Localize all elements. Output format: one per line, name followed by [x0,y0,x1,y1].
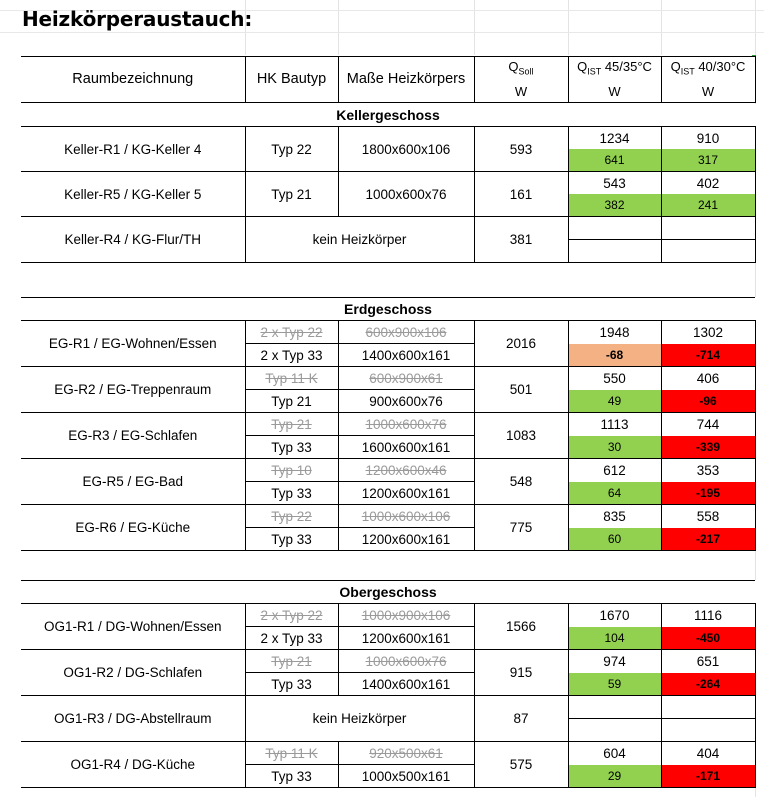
old-radiator-dims: 1000x600x106 [338,505,474,528]
old-radiator-type: Typ 11 K [245,367,338,390]
q-soll-value: 775 [474,505,568,551]
old-radiator-dims: 1000x600x76 [338,650,474,673]
room-name: OG1-R4 / DG-Küche [21,742,245,788]
sheet-gridline [568,0,569,55]
diff-45-value: 30 [568,436,661,459]
sheet-gridline [661,0,662,55]
sheet-gridline [474,0,475,55]
diff-40-value [661,719,755,742]
q-soll-value: 593 [474,127,568,172]
q-ist-40-value: 1116 [661,604,755,627]
q-ist-40-value: 744 [661,413,755,436]
header-q-ist-45: $Q_{IST}$ 45/35°C W [568,57,661,103]
radiator-type: 2 x Typ 33 [245,627,338,650]
q-soll-value: 548 [474,459,568,505]
q-ist-45-value [568,217,661,240]
diff-40-value: 241 [661,194,755,217]
room-name: Keller-R1 / KG-Keller 4 [21,127,245,172]
q-ist-45-value: 550 [568,367,661,390]
old-radiator-type: Typ 10 [245,459,338,482]
q-ist-40-value: 402 [661,172,755,195]
diff-40-value: -450 [661,627,755,650]
room-name: EG-R3 / EG-Schlafen [21,413,245,459]
page-title: Heizkörperaustauch: [22,7,253,31]
header-table [21,56,756,103]
radiator-type: 2 x Typ 33 [245,344,338,367]
radiator-dims: 1200x600x161 [338,482,474,505]
q-ist-40-value [661,696,755,719]
section-kellergeschoss [21,104,756,263]
diff-40-value: -195 [661,482,755,505]
diff-45-value: 29 [568,765,661,788]
q-ist-45-value: 1234 [568,127,661,150]
room-name: EG-R1 / EG-Wohnen/Essen [21,321,245,367]
radiator-dims: 1800x600x106 [338,127,474,172]
old-radiator-type: Typ 11 K [245,742,338,765]
diff-40-value: -714 [661,344,755,367]
q-ist-40-value: 353 [661,459,755,482]
q-ist-45-value [568,696,661,719]
radiator-dims: 1200x600x161 [338,627,474,650]
q-ist-45-value: 974 [568,650,661,673]
q-soll-value: 915 [474,650,568,696]
diff-40-value [661,240,755,263]
diff-45-value: 64 [568,482,661,505]
q-ist-40-value: 651 [661,650,755,673]
q-ist-45-value: 543 [568,172,661,195]
q-ist-45-value: 612 [568,459,661,482]
diff-40-value: -96 [661,390,755,413]
header-type: HK Bautyp [245,57,338,103]
old-radiator-type: Typ 21 [245,650,338,673]
section-heading: Erdgeschoss [21,298,755,321]
sheet-gridline [0,32,764,33]
diff-40-value: -264 [661,673,755,696]
section-heading: Obergeschoss [21,581,755,604]
header-dims: Maße Heizkörpers [338,57,474,103]
old-radiator-dims: 1000x600x76 [338,413,474,436]
old-radiator-dims: 920x500x61 [338,742,474,765]
room-name: EG-R6 / EG-Küche [21,505,245,551]
no-radiator-label: kein Heizkörper [245,696,474,742]
diff-45-value: 104 [568,627,661,650]
radiator-dims: 1400x600x161 [338,344,474,367]
diff-45-value: -68 [568,344,661,367]
old-radiator-type: 2 x Typ 22 [245,321,338,344]
old-radiator-type: 2 x Typ 22 [245,604,338,627]
section-heading: Kellergeschoss [21,104,755,127]
q-ist-40-value [661,217,755,240]
radiator-type: Typ 33 [245,765,338,788]
section-erdgeschoss [21,297,756,551]
q-soll-value: 87 [474,696,568,742]
room-name: OG1-R3 / DG-Abstellraum [21,696,245,742]
radiator-type: Typ 21 [245,390,338,413]
radiator-dims: 1600x600x161 [338,436,474,459]
header-room: Raumbezeichnung [21,57,245,103]
diff-45-value: 641 [568,149,661,172]
diff-40-value: -171 [661,765,755,788]
diff-45-value [568,240,661,263]
q-ist-45-value: 604 [568,742,661,765]
header-q-ist-40: $Q_{IST}$ 40/30°C W [661,57,755,103]
diff-45-value [568,719,661,742]
radiator-type: Typ 22 [245,127,338,172]
q-ist-45-value: 835 [568,505,661,528]
q-soll-value: 1566 [474,604,568,650]
q-soll-value: 1083 [474,413,568,459]
radiator-dims: 1200x600x161 [338,528,474,551]
q-soll-value: 161 [474,172,568,217]
room-name: Keller-R4 / KG-Flur/TH [21,217,245,263]
diff-45-value: 49 [568,390,661,413]
section-obergeschoss [21,580,756,788]
radiator-type: Typ 33 [245,528,338,551]
q-soll-value: 2016 [474,321,568,367]
q-ist-40-value: 1302 [661,321,755,344]
diff-40-value: -217 [661,528,755,551]
radiator-type: Typ 33 [245,482,338,505]
radiator-dims: 1000x600x76 [338,172,474,217]
room-name: OG1-R1 / DG-Wohnen/Essen [21,604,245,650]
diff-40-value: -339 [661,436,755,459]
old-radiator-type: Typ 21 [245,413,338,436]
q-ist-45-value: 1948 [568,321,661,344]
radiator-dims: 1000x500x161 [338,765,474,788]
old-radiator-dims: 1200x600x46 [338,459,474,482]
q-soll-value: 575 [474,742,568,788]
diff-45-value: 60 [568,528,661,551]
radiator-dims: 1400x600x161 [338,673,474,696]
old-radiator-type: Typ 22 [245,505,338,528]
q-ist-40-value: 406 [661,367,755,390]
room-name: Keller-R5 / KG-Keller 5 [21,172,245,217]
q-soll-value: 381 [474,217,568,263]
old-radiator-dims: 1000x900x106 [338,604,474,627]
old-radiator-dims: 600x900x61 [338,367,474,390]
q-soll-value: 501 [474,367,568,413]
radiator-type: Typ 21 [245,172,338,217]
header-q-soll: $Q_{Soll}$ W [474,57,568,103]
radiator-type: Typ 33 [245,436,338,459]
sheet-gridline [338,0,339,55]
q-ist-40-value: 558 [661,505,755,528]
room-name: EG-R2 / EG-Treppenraum [21,367,245,413]
diff-45-value: 59 [568,673,661,696]
old-radiator-dims: 600x900x106 [338,321,474,344]
room-name: OG1-R2 / DG-Schlafen [21,650,245,696]
q-ist-45-value: 1113 [568,413,661,436]
q-ist-40-value: 404 [661,742,755,765]
q-ist-40-value: 910 [661,127,755,150]
diff-45-value: 382 [568,194,661,217]
no-radiator-label: kein Heizkörper [245,217,474,263]
q-ist-45-value: 1670 [568,604,661,627]
room-name: EG-R5 / EG-Bad [21,459,245,505]
diff-40-value: 317 [661,149,755,172]
radiator-dims: 900x600x76 [338,390,474,413]
radiator-type: Typ 33 [245,673,338,696]
